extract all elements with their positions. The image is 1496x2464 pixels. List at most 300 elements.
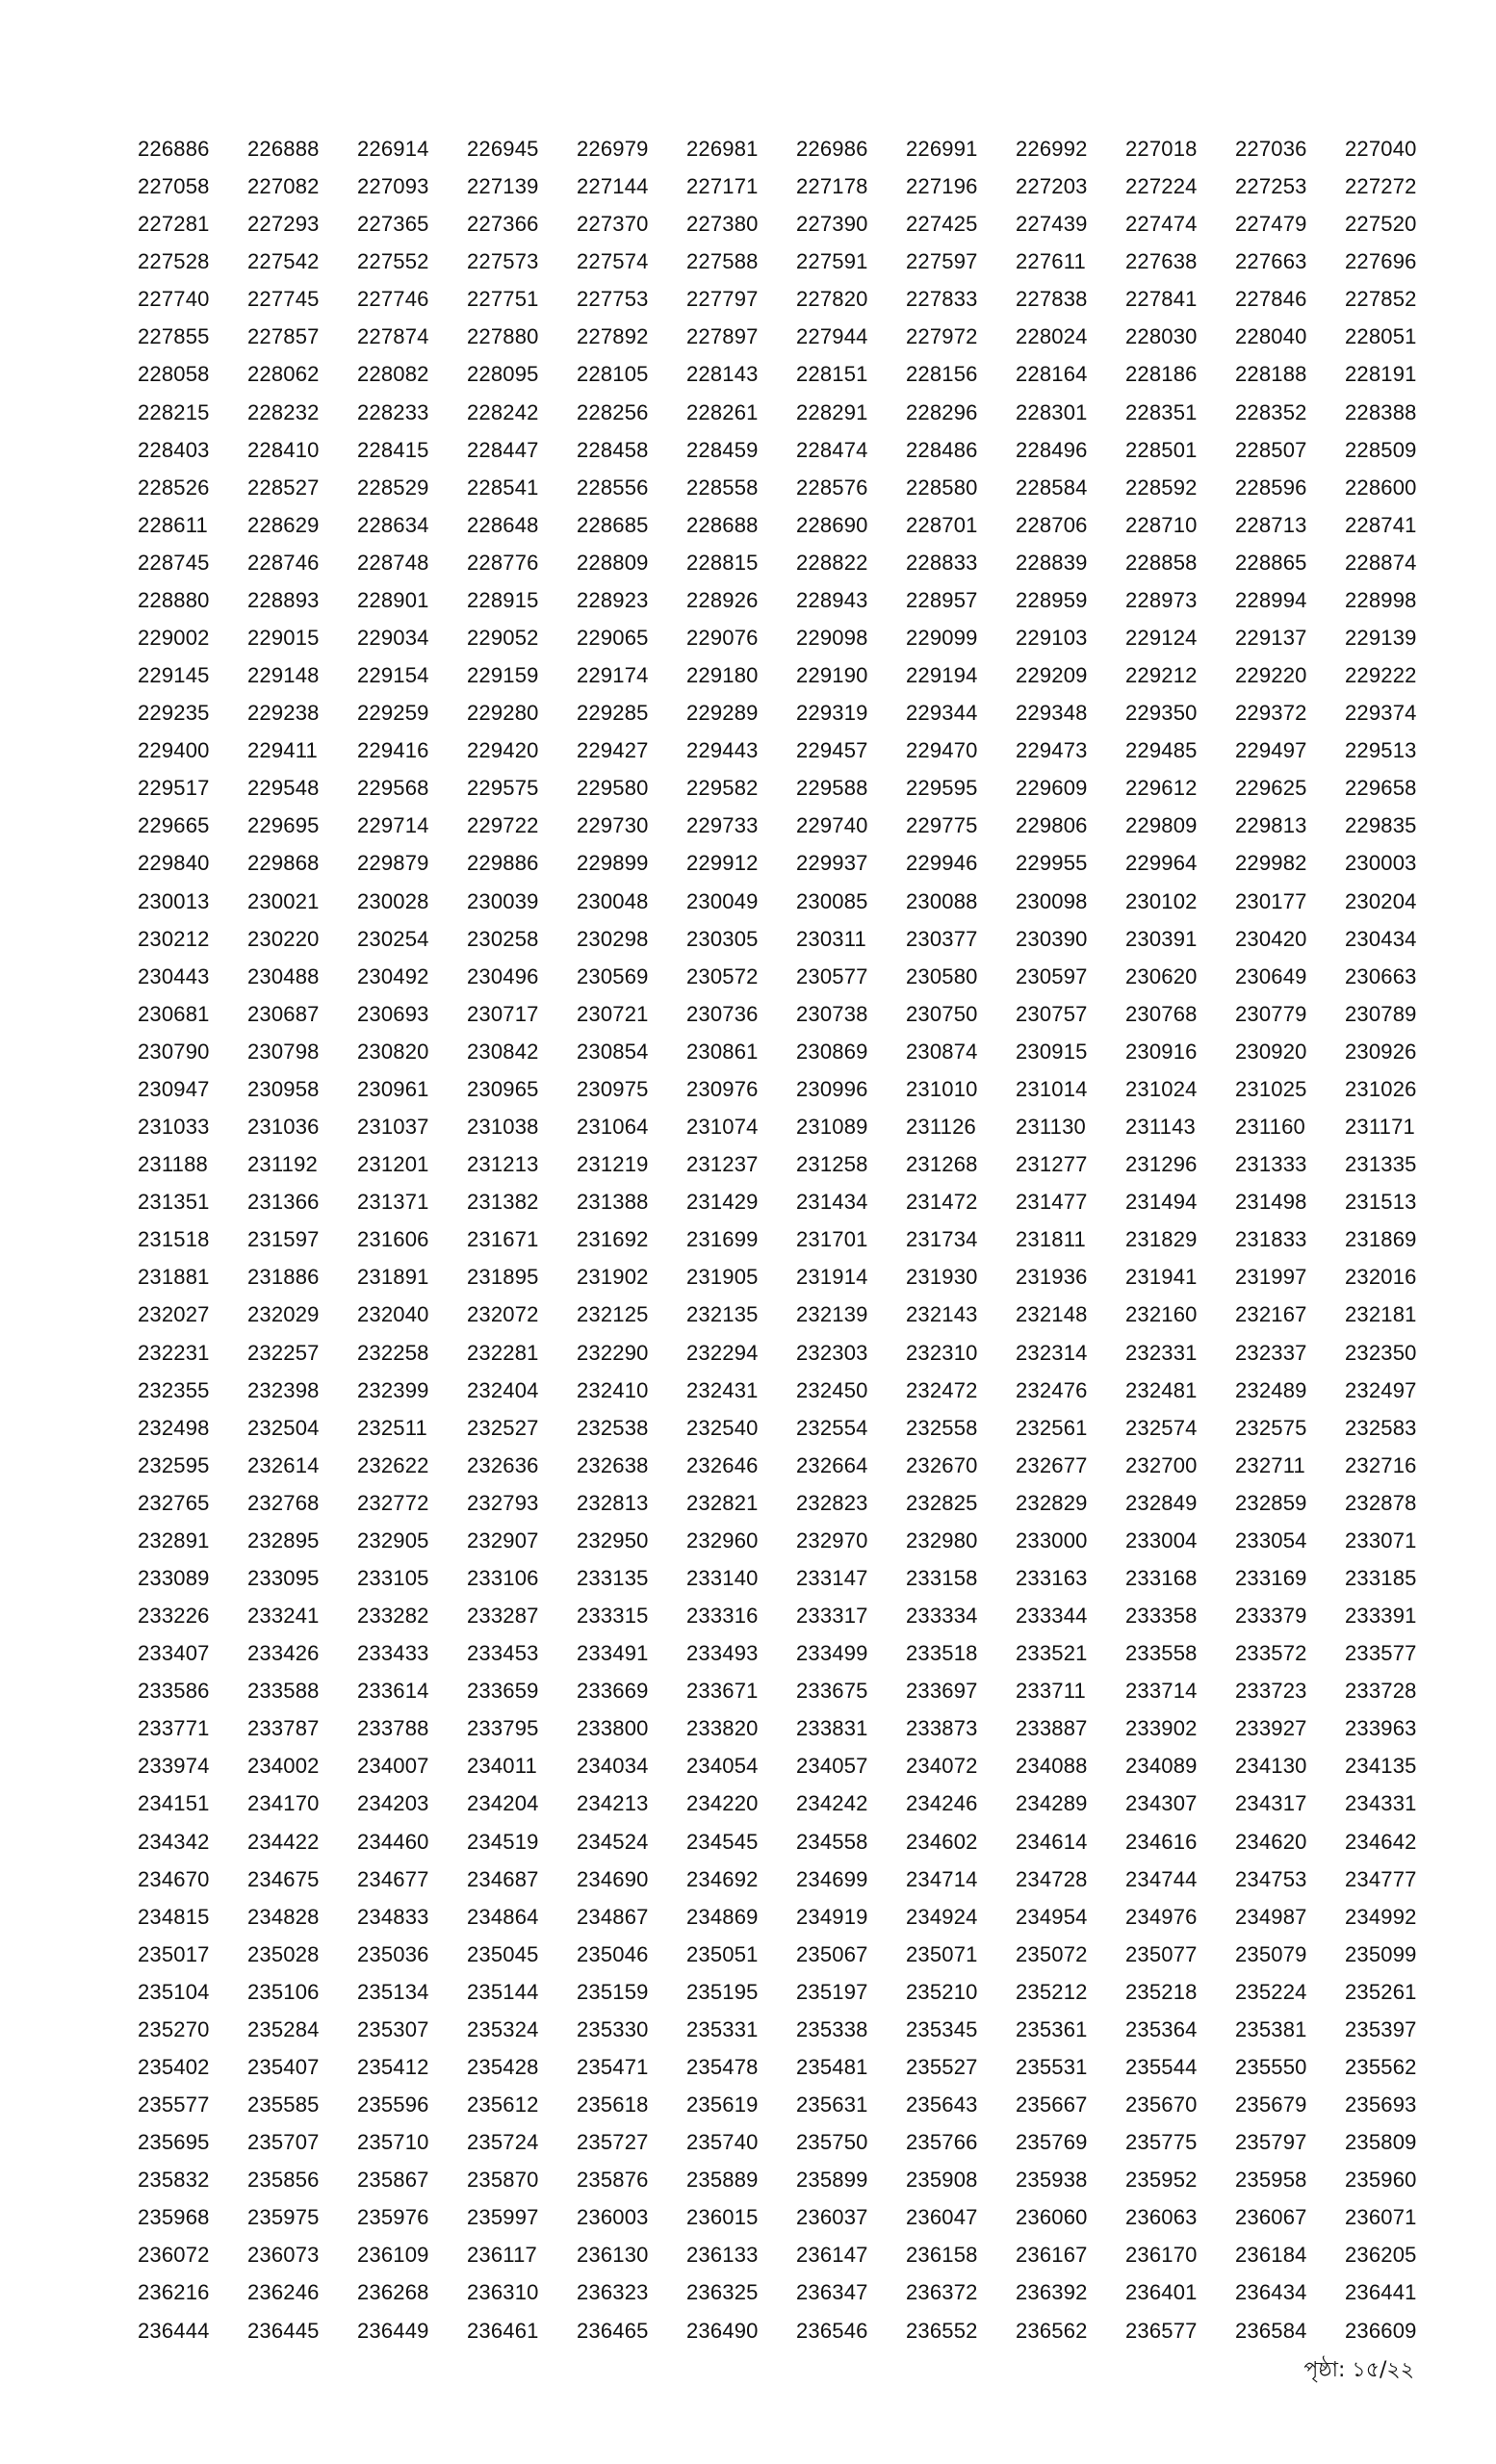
number-cell: 229497 [1235,738,1307,763]
number-cell: 232167 [1235,1302,1307,1327]
number-cell: 231881 [138,1265,210,1290]
number-cell: 228706 [1016,512,1088,537]
number-cell: 235707 [247,2130,320,2155]
number-cell: 228186 [1125,362,1198,387]
page-number: পৃষ্ঠা: ১৫/২২ [1303,2358,1414,2382]
number-cell: 231941 [1125,1265,1198,1290]
roll-number-grid [138,130,1455,2349]
number-cell: 231171 [1345,1115,1415,1140]
number-cell: 233453 [467,1641,539,1666]
number-cell: 229145 [138,663,210,688]
number-cell: 236147 [796,2243,868,2268]
number-cell: 228713 [1235,512,1307,537]
number-cell: 230779 [1235,1001,1307,1026]
number-cell: 227751 [467,287,539,312]
number-cell: 233800 [577,1716,649,1741]
number-cell: 236490 [686,2318,759,2343]
number-cell: 229238 [247,701,320,726]
number-cell: 232257 [247,1340,320,1365]
number-cell: 230920 [1235,1039,1307,1064]
number-cell: 236562 [1016,2318,1088,2343]
number-cell: 231914 [796,1265,868,1290]
number-cell: 229809 [1125,813,1198,838]
number-cell: 232410 [577,1377,649,1402]
number-cell: 234002 [247,1754,320,1779]
number-cell: 227745 [247,287,320,312]
number-cell: 227425 [906,212,978,237]
number-cell: 229813 [1235,813,1307,838]
number-cell: 229658 [1345,776,1417,801]
number-cell: 230048 [577,888,649,913]
number-cell: 228388 [1345,399,1417,424]
number-cell: 235766 [906,2130,978,2155]
number-cell: 234289 [1016,1791,1088,1816]
number-cell: 230926 [1345,1039,1417,1064]
number-cell: 233344 [1016,1604,1088,1629]
number-cell: 229548 [247,776,320,801]
number-cell: 235017 [138,1941,210,1966]
number-cell: 228352 [1235,399,1307,424]
number-cell: 236577 [1125,2318,1198,2343]
number-cell: 229580 [577,776,649,801]
number-cell: 235585 [247,2092,320,2118]
number-cell: 236130 [577,2243,649,2268]
number-cell: 235036 [357,1941,429,1966]
number-cell: 233054 [1235,1527,1307,1553]
number-cell: 234317 [1235,1791,1307,1816]
number-cell: 231811 [1016,1227,1086,1252]
number-cell: 232895 [247,1527,320,1553]
number-cell: 234602 [906,1829,978,1854]
number-cell: 231833 [1235,1227,1307,1252]
number-cell: 234342 [138,1829,210,1854]
number-cell: 228164 [1016,362,1088,387]
number-cell: 234699 [796,1866,868,1891]
number-cell: 230028 [357,888,429,913]
number-cell: 232716 [1345,1452,1417,1477]
number-cell: 232398 [247,1377,320,1402]
number-cell: 228459 [686,437,759,462]
number-cell: 232511 [357,1415,427,1440]
number-cell: 231033 [138,1115,210,1140]
number-cell: 229568 [357,776,429,801]
number-cell: 227880 [467,324,539,349]
number-cell: 232768 [247,1490,320,1515]
number-cell: 233669 [577,1679,649,1704]
number-cell: 235670 [1125,2092,1198,2118]
number-cell: 235938 [1016,2168,1088,2193]
number-cell: 230976 [686,1076,759,1101]
number-cell: 227224 [1125,174,1198,199]
number-cell: 235397 [1345,2016,1417,2041]
number-cell: 227833 [906,287,978,312]
number-cell: 233586 [138,1679,210,1704]
number-cell: 228690 [796,512,868,537]
number-cell: 228415 [357,437,429,462]
number-cell: 234687 [467,1866,539,1891]
number-cell: 230377 [906,926,978,951]
number-cell: 229180 [686,663,759,688]
number-cell: 228648 [467,512,539,537]
number-cell: 230220 [247,926,320,951]
number-cell: 233614 [357,1679,429,1704]
number-cell: 228188 [1235,362,1307,387]
number-cell: 236392 [1016,2280,1088,2305]
number-cell: 233711 [1016,1679,1086,1704]
number-cell: 235618 [577,2092,649,2118]
number-cell: 228915 [467,587,539,612]
number-cell: 229695 [247,813,320,838]
number-cell: 230488 [247,963,320,988]
number-cell: 230996 [796,1076,868,1101]
number-cell: 235856 [247,2168,320,2193]
number-cell: 230443 [138,963,210,988]
number-cell: 234744 [1125,1866,1198,1891]
number-cell: 228748 [357,550,429,575]
number-cell: 234220 [686,1791,759,1816]
number-cell: 236216 [138,2280,210,2305]
number-cell: 231201 [357,1152,429,1177]
number-cell: 231024 [1125,1076,1198,1101]
number-cell: 231606 [357,1227,429,1252]
number-cell: 233000 [1016,1527,1088,1553]
number-cell: 227591 [796,249,868,274]
number-cell: 228839 [1016,550,1088,575]
number-cell: 228233 [357,399,429,424]
number-cell: 234924 [906,1904,978,1929]
number-cell: 234919 [796,1904,868,1929]
number-cell: 233135 [577,1565,649,1590]
number-cell: 232303 [796,1340,868,1365]
number-cell: 233974 [138,1754,210,1779]
number-cell: 229733 [686,813,759,838]
number-cell: 231188 [138,1152,208,1177]
number-cell: 235159 [577,1979,649,2004]
number-cell: 232574 [1125,1415,1198,1440]
number-cell: 234460 [357,1829,429,1854]
number-cell: 228973 [1125,587,1198,612]
number-cell: 228496 [1016,437,1088,462]
number-cell: 231038 [467,1115,539,1140]
number-cell: 234620 [1235,1829,1307,1854]
number-cell: 226979 [577,137,649,161]
number-cell: 235071 [906,1941,978,1966]
number-cell: 230597 [1016,963,1088,988]
number-cell: 234558 [796,1829,868,1854]
number-cell: 230721 [577,1001,649,1026]
number-cell: 230693 [357,1001,429,1026]
number-cell: 229517 [138,776,210,801]
number-cell: 229806 [1016,813,1088,838]
number-cell: 232849 [1125,1490,1198,1515]
number-cell: 235550 [1235,2054,1307,2079]
number-cell: 231219 [577,1152,649,1177]
number-cell: 231126 [906,1115,976,1140]
number-cell: 232664 [796,1452,868,1477]
number-cell: 227474 [1125,212,1198,237]
number-cell: 230961 [357,1076,429,1101]
number-cell: 231277 [1016,1152,1088,1177]
number-cell: 230965 [467,1076,539,1101]
number-cell: 235544 [1125,2054,1198,2079]
number-cell: 236584 [1235,2318,1307,2343]
number-cell: 229124 [1125,626,1198,651]
number-cell: 233426 [247,1641,320,1666]
number-cell: 236552 [906,2318,978,2343]
number-cell: 235045 [467,1941,539,1966]
number-cell: 228596 [1235,475,1307,500]
number-cell: 233089 [138,1565,210,1590]
number-cell: 234034 [577,1754,649,1779]
number-cell: 229344 [906,701,978,726]
number-cell: 229899 [577,851,649,876]
number-cell: 235870 [467,2168,539,2193]
number-cell: 228926 [686,587,759,612]
number-cell: 236133 [686,2243,759,2268]
number-cell: 232527 [467,1415,539,1440]
number-cell: 230496 [467,963,539,988]
number-cell: 228994 [1235,587,1307,612]
number-cell: 229411 [247,738,318,763]
number-cell: 228291 [796,399,868,424]
number-cell: 229159 [467,663,539,688]
number-cell: 227797 [686,287,759,312]
number-cell: 233795 [467,1716,539,1741]
number-cell: 227036 [1235,137,1307,161]
number-cell: 230947 [138,1076,210,1101]
number-cell: 234954 [1016,1904,1088,1929]
number-cell: 235284 [247,2016,320,2041]
number-cell: 229154 [357,663,429,688]
number-cell: 230021 [247,888,320,913]
number-cell: 229350 [1125,701,1198,726]
number-cell: 236109 [357,2243,429,2268]
number-cell: 230391 [1125,926,1198,951]
number-cell: 230298 [577,926,649,951]
number-cell: 228580 [906,475,978,500]
number-cell: 231237 [686,1152,759,1177]
number-cell: 235331 [686,2016,759,2041]
number-cell: 228629 [247,512,320,537]
number-cell: 230687 [247,1001,320,1026]
number-cell: 232431 [686,1377,759,1402]
number-cell: 235667 [1016,2092,1088,2118]
number-cell: 232450 [796,1377,868,1402]
number-cell: 235527 [906,2054,978,2079]
number-cell: 232670 [906,1452,978,1477]
number-cell: 229612 [1125,776,1198,801]
number-cell: 230750 [906,1001,978,1026]
number-cell: 227253 [1235,174,1307,199]
number-cell: 235975 [247,2205,320,2230]
number-cell: 233723 [1235,1679,1307,1704]
number-cell: 236037 [796,2205,868,2230]
number-cell: 227281 [138,212,210,237]
number-cell: 235740 [686,2130,759,2155]
number-cell: 226992 [1016,137,1088,161]
number-cell: 230789 [1345,1001,1417,1026]
number-cell: 233788 [357,1716,429,1741]
number-cell: 227058 [138,174,210,199]
number-cell: 233226 [138,1604,210,1629]
number-cell: 235577 [138,2092,210,2118]
number-cell: 233831 [796,1716,868,1741]
number-cell: 229190 [796,663,868,688]
number-cell: 230854 [577,1039,649,1064]
number-cell: 231010 [906,1076,978,1101]
number-cell: 229137 [1235,626,1307,651]
number-cell: 231494 [1125,1190,1198,1215]
number-cell: 231701 [796,1227,868,1252]
number-cell: 227040 [1345,137,1417,161]
number-cell: 230736 [686,1001,759,1026]
number-cell: 235889 [686,2168,759,2193]
number-cell: 234331 [1345,1791,1417,1816]
number-cell: 228156 [906,362,978,387]
number-cell: 235976 [357,2205,429,2230]
number-cell: 231472 [906,1190,978,1215]
number-cell: 233168 [1125,1565,1198,1590]
number-cell: 231036 [247,1115,320,1140]
number-cell: 230305 [686,926,759,951]
number-cell: 228474 [796,437,868,462]
number-cell: 229582 [686,776,759,801]
number-cell: 235968 [138,2205,210,2230]
number-cell: 228688 [686,512,759,537]
number-cell: 234616 [1125,1829,1198,1854]
number-cell: 228051 [1345,324,1417,349]
number-cell: 232294 [686,1340,759,1365]
number-cell: 234987 [1235,1904,1307,1929]
number-cell: 233433 [357,1641,429,1666]
number-cell: 232497 [1345,1377,1417,1402]
number-cell: 228710 [1125,512,1198,537]
number-cell: 236205 [1345,2243,1417,2268]
number-cell: 234753 [1235,1866,1307,1891]
number-cell: 235134 [357,1979,429,2004]
number-cell: 230049 [686,888,759,913]
number-cell: 232160 [1125,1302,1198,1327]
number-cell: 236063 [1125,2205,1198,2230]
number-cell: 236060 [1016,2205,1088,2230]
number-cell: 233714 [1125,1679,1198,1704]
number-cell: 233147 [796,1565,868,1590]
number-cell: 235345 [906,2016,978,2041]
number-cell: 236071 [1345,2205,1417,2230]
number-cell: 233521 [1016,1641,1088,1666]
number-cell: 228815 [686,550,759,575]
number-cell: 230663 [1345,963,1417,988]
number-cell: 233095 [247,1565,320,1590]
number-cell: 229374 [1345,701,1417,726]
number-cell: 229625 [1235,776,1307,801]
number-cell: 232646 [686,1452,759,1477]
number-cell: 227178 [796,174,868,199]
number-cell: 231734 [906,1227,978,1252]
number-cell: 232540 [686,1415,759,1440]
number-cell: 229665 [138,813,210,838]
number-cell: 229775 [906,813,978,838]
number-cell: 233671 [686,1679,759,1704]
number-cell: 228541 [467,475,539,500]
number-cell: 227520 [1345,212,1417,237]
number-cell: 228874 [1345,550,1417,575]
number-cell: 229595 [906,776,978,801]
number-cell: 235481 [796,2054,868,2079]
number-cell: 236323 [577,2280,649,2305]
number-cell: 233820 [686,1716,759,1741]
number-cell: 231037 [357,1115,429,1140]
number-cell: 234714 [906,1866,978,1891]
number-cell: 227552 [357,249,429,274]
number-cell: 233697 [906,1679,978,1704]
number-cell: 235832 [138,2168,210,2193]
number-cell: 234545 [686,1829,759,1854]
number-cell: 230620 [1125,963,1198,988]
number-cell: 235407 [247,2054,320,2079]
number-cell: 227139 [467,174,539,199]
number-cell: 233140 [686,1565,759,1590]
number-cell: 232677 [1016,1452,1088,1477]
number-cell: 235710 [357,2130,429,2155]
number-cell: 227753 [577,287,649,312]
number-cell: 235412 [357,2054,429,2079]
number-cell: 228215 [138,399,210,424]
number-cell: 231130 [1016,1115,1086,1140]
number-cell: 229840 [138,851,210,876]
number-cell: 229212 [1125,663,1198,688]
number-cell: 228901 [357,587,429,612]
number-cell: 231371 [357,1190,429,1215]
number-cell: 228301 [1016,399,1088,424]
number-cell: 227171 [686,174,759,199]
number-cell: 227663 [1235,249,1307,274]
number-cell: 234867 [577,1904,649,1929]
number-cell: 232622 [357,1452,429,1477]
number-cell: 234057 [796,1754,868,1779]
number-cell: 227365 [357,212,429,237]
number-cell: 232980 [906,1527,978,1553]
number-cell: 234307 [1125,1791,1198,1816]
number-cell: 231333 [1235,1152,1307,1177]
number-cell: 228095 [467,362,539,387]
number-cell: 228600 [1345,475,1417,500]
number-cell: 236444 [138,2318,210,2343]
number-cell: 234170 [247,1791,320,1816]
number-cell: 233518 [906,1641,978,1666]
number-cell: 227479 [1235,212,1307,237]
number-cell: 229002 [138,626,210,651]
number-cell: 231936 [1016,1265,1088,1290]
number-cell: 229420 [467,738,539,763]
number-cell: 235997 [467,2205,539,2230]
number-cell: 233317 [796,1604,868,1629]
number-cell: 228143 [686,362,759,387]
number-cell: 229285 [577,701,649,726]
number-cell: 236015 [686,2205,759,2230]
number-cell: 235402 [138,2054,210,2079]
number-cell: 232337 [1235,1340,1307,1365]
number-cell: 231498 [1235,1190,1307,1215]
number-cell: 234614 [1016,1829,1088,1854]
number-cell: 236003 [577,2205,649,2230]
number-cell: 234242 [796,1791,868,1816]
number-cell: 227144 [577,174,649,199]
number-cell: 228256 [577,399,649,424]
number-cell: 228527 [247,475,320,500]
number-cell: 229348 [1016,701,1088,726]
number-cell: 236073 [247,2243,320,2268]
